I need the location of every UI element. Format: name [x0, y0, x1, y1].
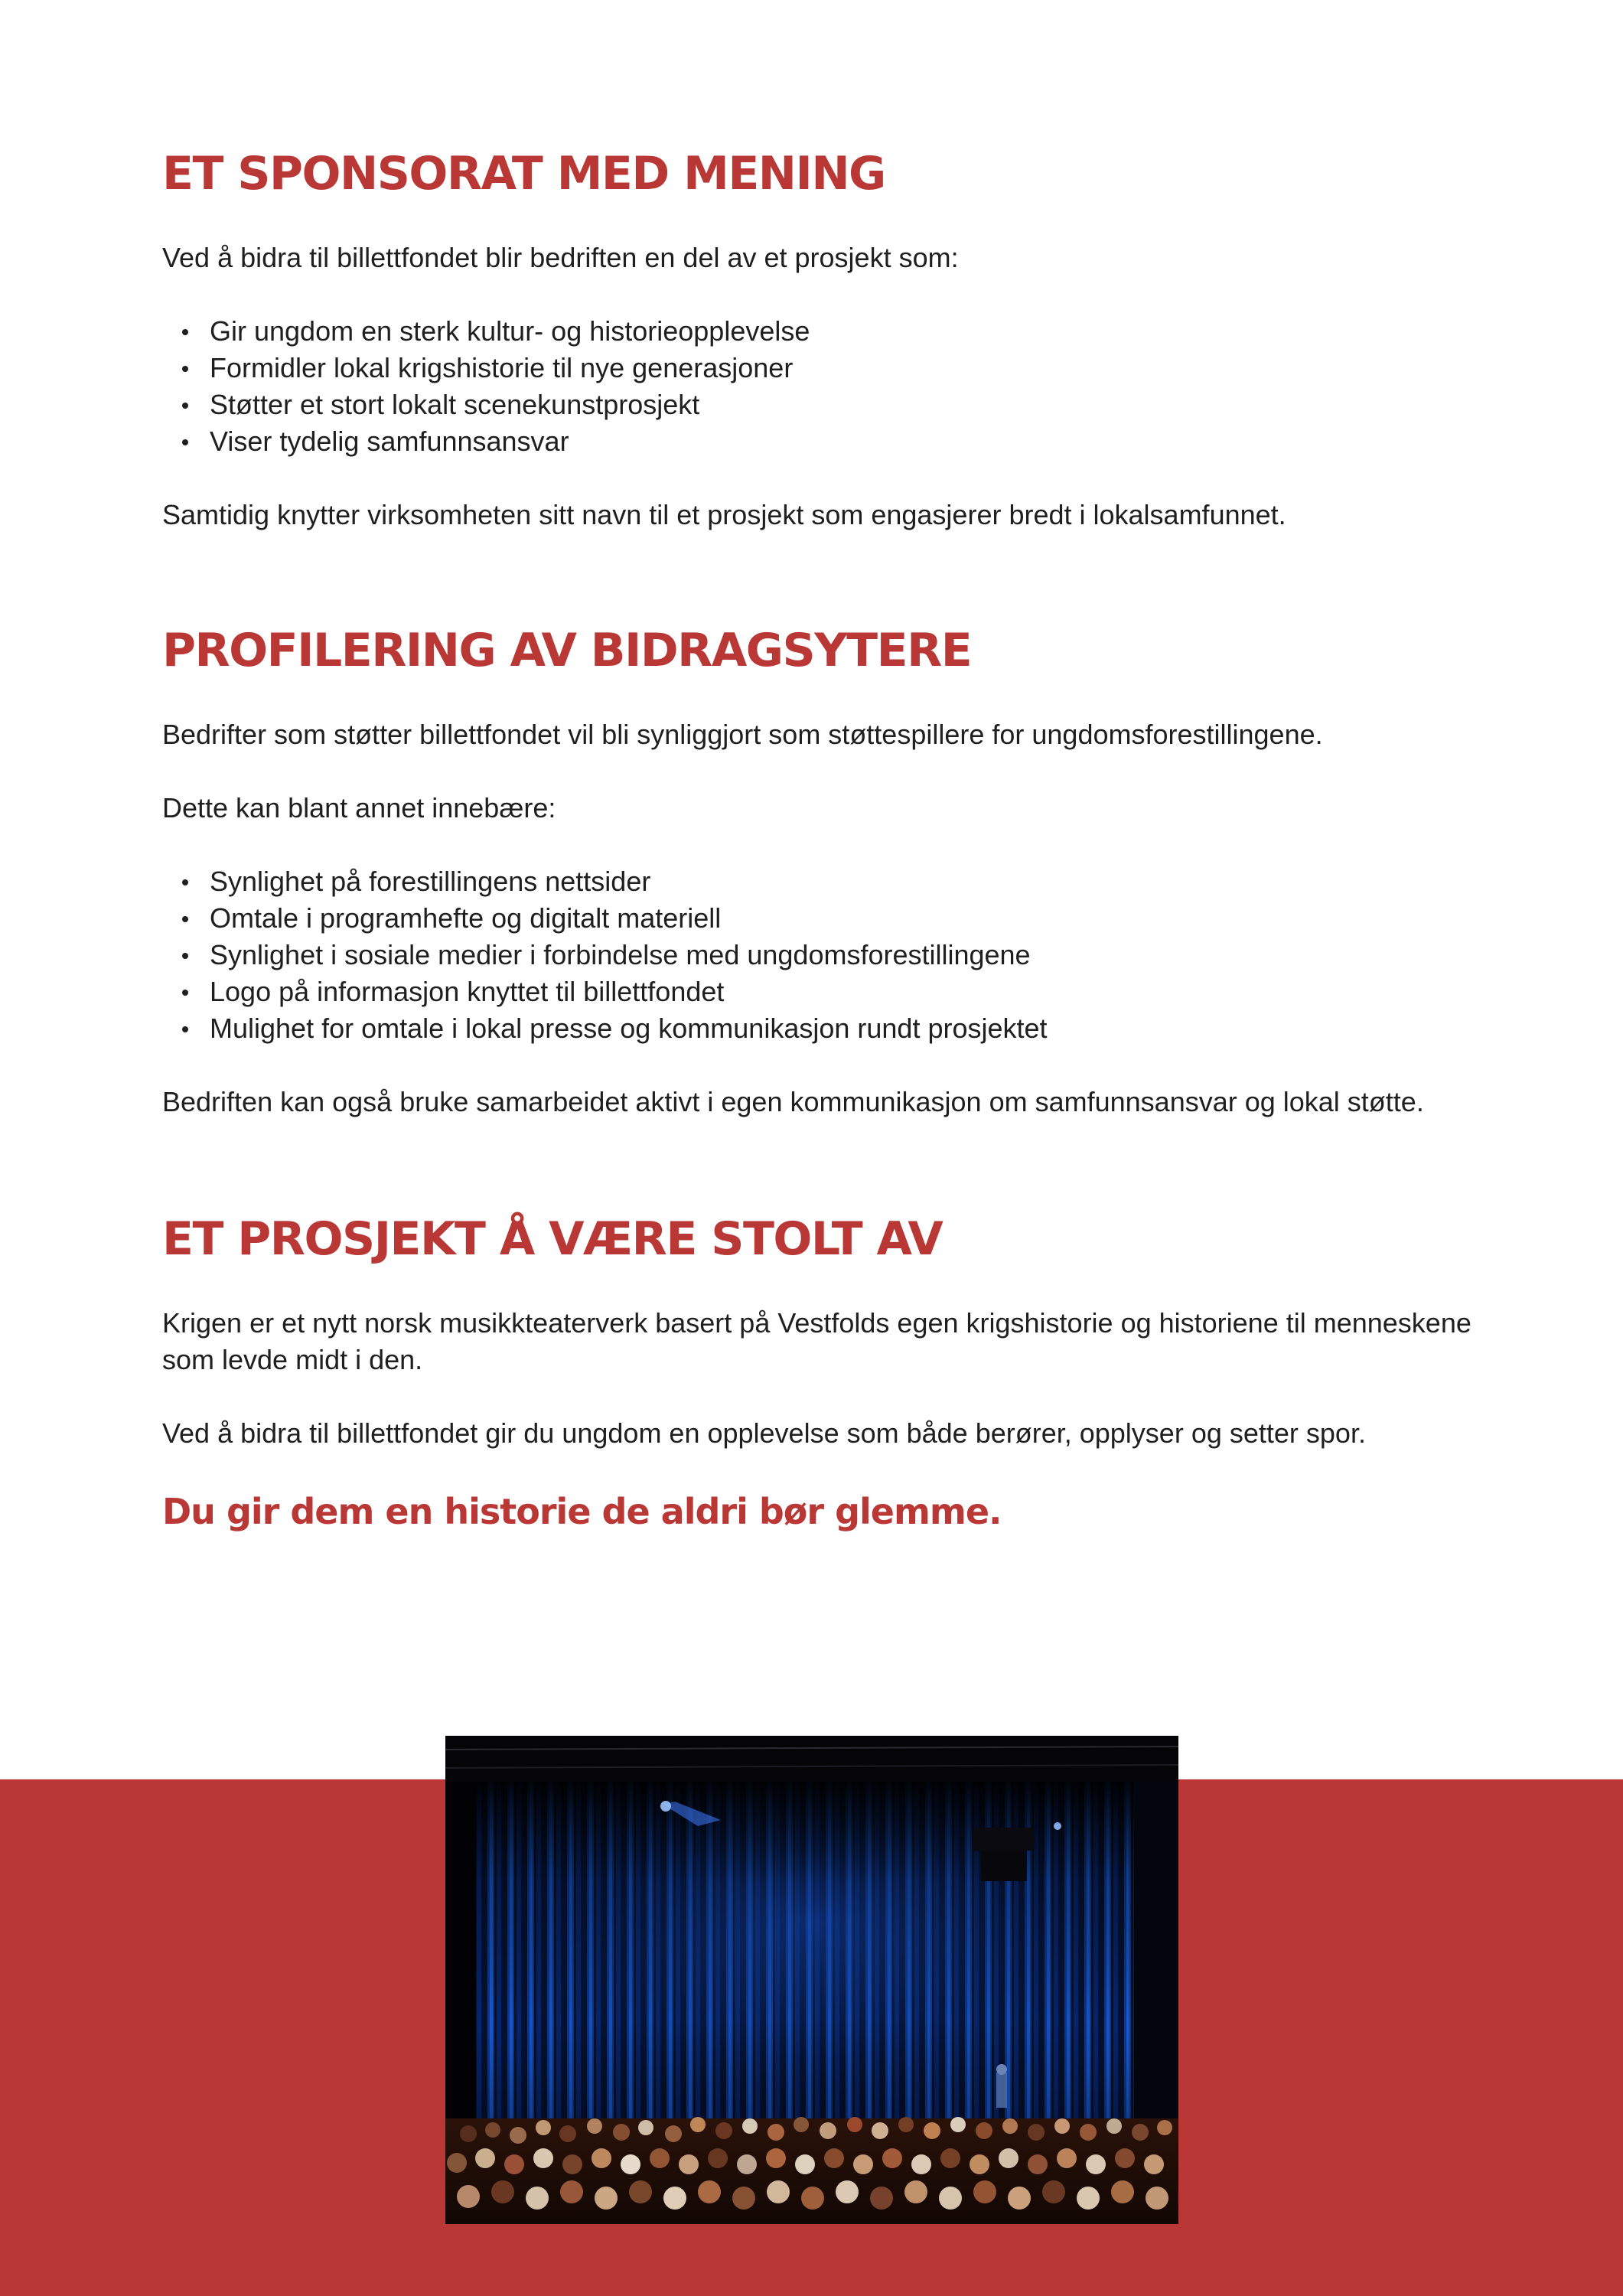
pride-paragraph-1: Krigen er et nytt norsk musikkteaterverk basert på Vestfolds egen krigshistorie og historiene til menneskene som levde midt i den.: [162, 1307, 1471, 1375]
profiling-lead: Dette kan blant annet innebære:: [162, 792, 556, 823]
pride-heading: ET PROSJEKT Å VÆRE STOLT AV: [162, 1212, 943, 1266]
profiling-bullet-list: [162, 863, 1478, 1047]
list-item: Støtter et stort lokalt scenekunstprosjekt: [210, 386, 1478, 423]
profiling-outro: Bedriften kan også bruke samarbeidet aktivt i egen kommunikasjon om samfunnsansvar og lokal støtte.: [162, 1086, 1424, 1117]
theatre-photo: [445, 1736, 1178, 2224]
theatre-stage-illustration: [445, 1736, 1178, 2224]
list-item: Mulighet for omtale i lokal presse og kommunikasjon rundt prosjektet: [210, 1010, 1478, 1047]
list-item: Synlighet i sosiale medier i forbindelse med ungdomsforestillingene: [210, 937, 1478, 974]
profiling-intro: Bedrifter som støtter billettfondet vil bli synliggjort som støttespillere for ungdomsforestillingene.: [162, 719, 1323, 750]
sponsorship-heading: ET SPONSORAT MED MENING: [162, 147, 885, 201]
list-item: Formidler lokal krigshistorie til nye generasjoner: [210, 350, 1478, 386]
list-item: Omtale i programhefte og digitalt materiell: [210, 900, 1478, 937]
pride-tagline: Du gir dem en historie de aldri bør glemme.: [162, 1491, 1002, 1532]
sponsorship-intro: Ved å bidra til billettfondet blir bedriften en del av et prosjekt som:: [162, 242, 959, 273]
list-item: Gir ungdom en sterk kultur- og historieopplevelse: [210, 313, 1478, 350]
profiling-heading: PROFILERING AV BIDRAGSYTERE: [162, 624, 972, 677]
list-item: Viser tydelig samfunnsansvar: [210, 423, 1478, 460]
sponsorship-outro: Samtidig knytter virksomheten sitt navn til et prosjekt som engasjerer bredt i lokalsamfunnet.: [162, 499, 1286, 530]
list-item: Logo på informasjon knyttet til billettfondet: [210, 974, 1478, 1010]
sponsorship-section: [162, 145, 1478, 533]
sponsorship-bullet-list: [162, 313, 1478, 460]
profiling-section: [162, 622, 1478, 1120]
list-item: Synlighet på forestillingens nettsider: [210, 863, 1478, 900]
pride-section: [162, 1211, 1478, 1534]
pride-paragraph-2: Ved å bidra til billettfondet gir du ungdom en opplevelse som både berører, opplyser og setter spor.: [162, 1417, 1366, 1449]
